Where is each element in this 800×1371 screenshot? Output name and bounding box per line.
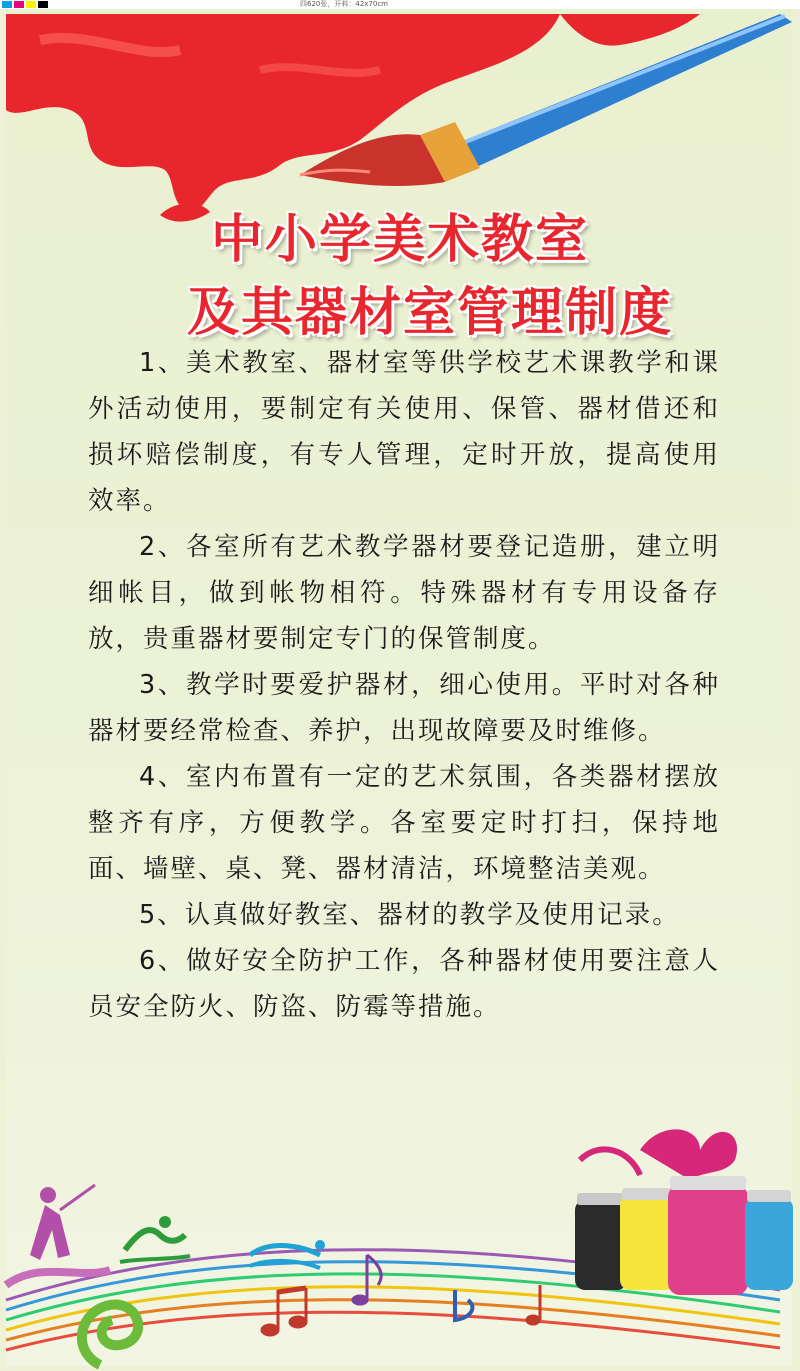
rule-item: 6、做好安全防护工作，各种器材使用要注意人员安全防火、防盗、防霉等措施。 [88,946,720,1022]
rules-list [88,340,720,1030]
page-title-line-1: 中小学美术教室 [210,210,589,270]
page-title-line-2: 及其器材室管理制度 [186,283,673,343]
rule-item: 3、教学时要爱护器材，细心使用。平时对各种器材要经常检查、养护，出现故障要及时维修。 [88,670,720,746]
rule-item: 5、认真做好教室、器材的教学及使用记录。 [139,900,680,930]
rule-item: 2、各室所有艺术教学器材要登记造册，建立明细帐目，做到帐物相符。特殊器材有专用设备存放，贵重器材要制定专门的保管制度。 [88,532,720,654]
rule-item: 4、室内布置有一定的艺术氛围，各类器材摆放整齐有序，方便教学。各室要定时打扫，保持地面、墙壁、桌、凳、器材清洁，环境整洁美观。 [88,762,720,884]
golf-icon [6,1185,110,1285]
paint-splash-icon [6,14,700,222]
printer-note: 四620张，开料：42x70cm [300,0,388,8]
paint-jars-icon [575,1129,793,1295]
rule-item: 1、美术教室、器材室等供学校艺术课教学和课外活动使用，要制定有关使用、保管、器材借还和损坏赔偿制度，有专人管理，定时开放，提高使用效率。 [88,348,720,516]
treble-clef-icon [82,1305,138,1365]
volleyball-icon [120,1216,190,1262]
